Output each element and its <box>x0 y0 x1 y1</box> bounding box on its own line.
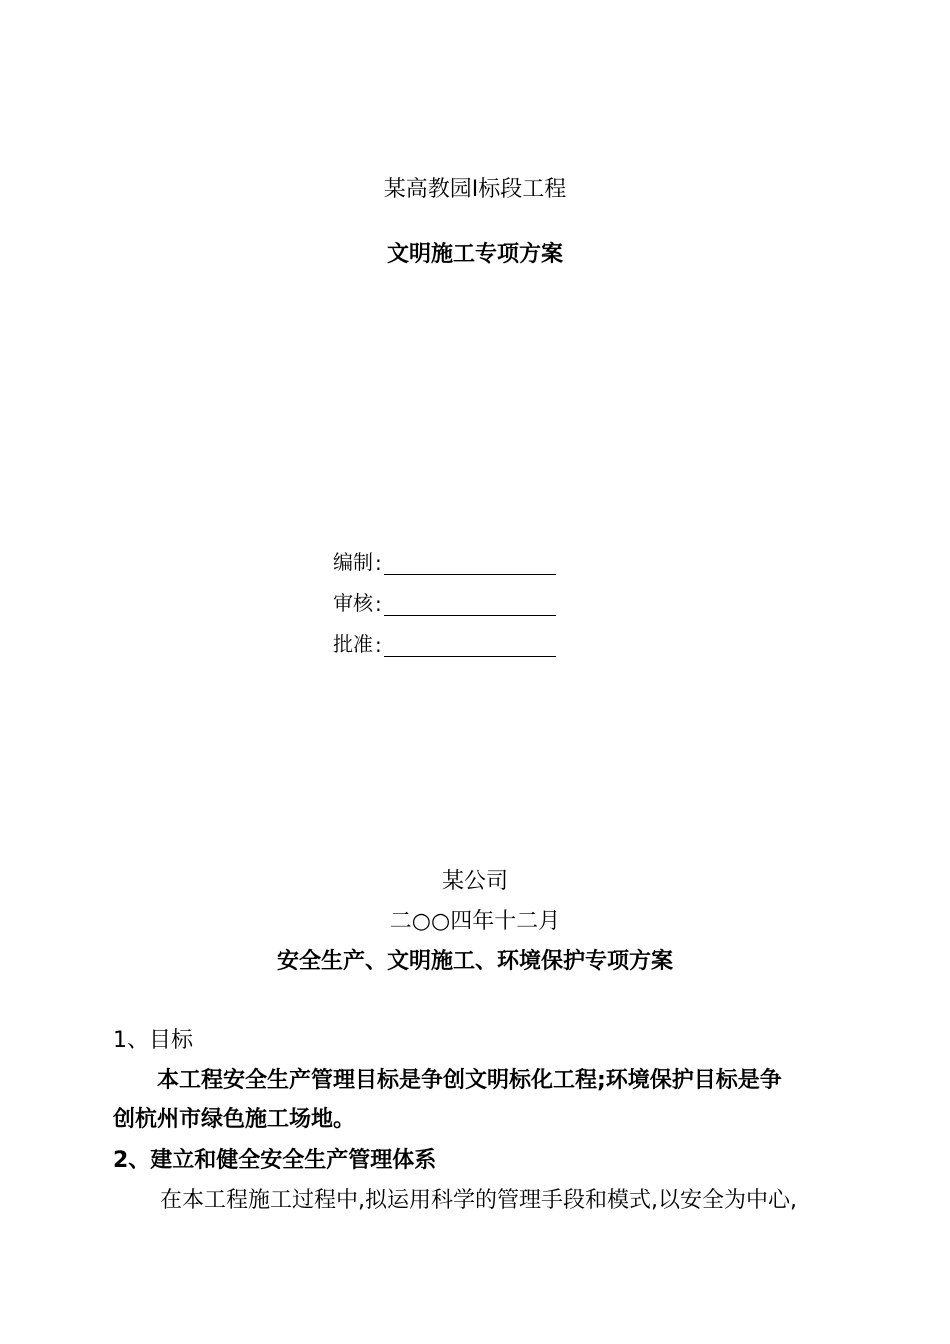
signature-line <box>384 593 556 616</box>
project-name: 某高教园Ⅰ标段工程 <box>383 177 567 202</box>
heading-safety-system: 2、建立和健全安全生产管理体系 <box>113 1148 437 1173</box>
signature-line <box>384 634 556 657</box>
signature-row-approved <box>333 628 556 657</box>
document-title: 文明施工专项方案 <box>386 242 563 267</box>
document-date: 二○○四年十二月 <box>389 909 561 934</box>
signature-label: 审核 <box>333 591 373 615</box>
company-name: 某公司 <box>441 869 508 894</box>
signature-colon: : <box>375 551 382 575</box>
signature-colon: : <box>375 633 382 657</box>
signature-label: 批准 <box>333 632 373 656</box>
signature-line <box>384 552 556 575</box>
signature-row-reviewed <box>333 587 556 616</box>
heading-goals: 1、目标 <box>113 1028 193 1053</box>
signature-label: 编制 <box>333 550 373 574</box>
paragraph-goals-line-1: 本工程安全生产管理目标是争创文明标化工程;环境保护目标是争 <box>157 1068 782 1093</box>
paragraph-safety-line-1: 在本工程施工过程中,拟运用科学的管理手段和模式,以安全为中心, <box>160 1188 797 1213</box>
signature-row-compiled <box>333 546 556 575</box>
section-title: 安全生产、文明施工、环境保护专项方案 <box>276 949 673 974</box>
signature-colon: : <box>375 592 382 616</box>
paragraph-goals-line-2: 创杭州市绿色施工场地。 <box>113 1107 356 1132</box>
